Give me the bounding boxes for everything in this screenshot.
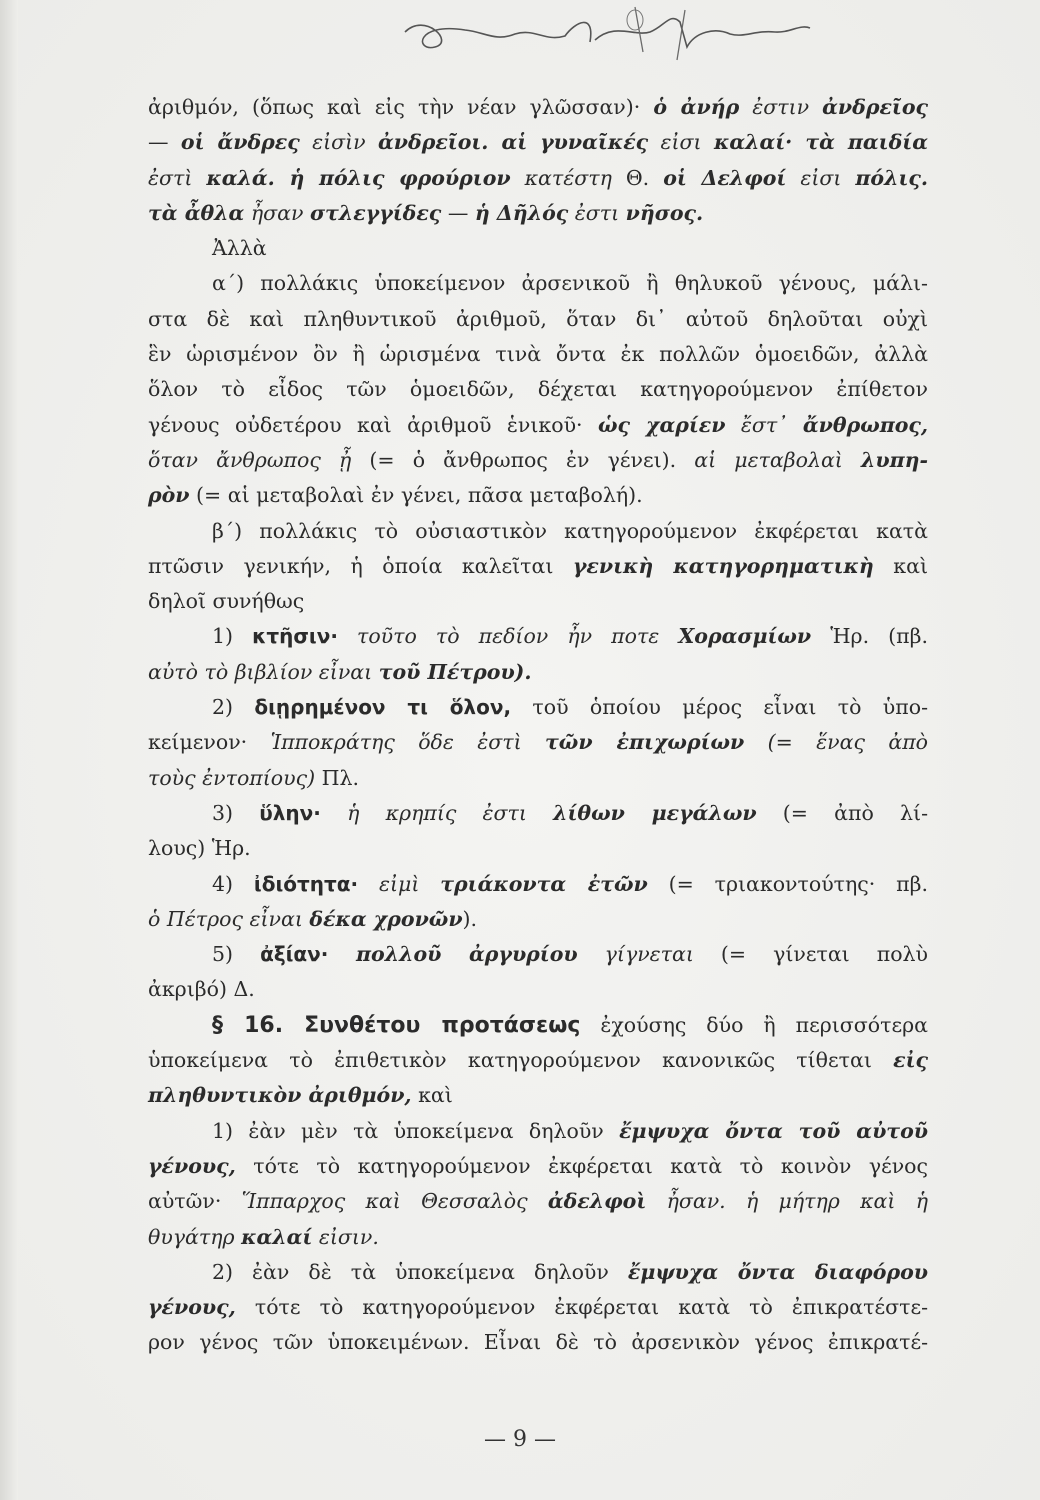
text-line (148, 1220, 928, 1255)
text-line (148, 1255, 928, 1290)
text-span: στλεγγίδες (309, 200, 442, 225)
text-span: γένους οὐδετέρου καὶ ἀριθμοῦ ἑνικοῦ· (148, 412, 598, 437)
text-span: γίγνεται (577, 942, 721, 967)
text-line (148, 867, 928, 902)
text-span: εἰσιν. (312, 1224, 379, 1249)
text-span: Ἱπποκράτης ὅδε ἐστὶ (270, 730, 546, 755)
text-span: τοῦ ὁποίου μέρος εἶναι τὸ ὑπο- (511, 695, 928, 720)
text-line (148, 902, 928, 937)
text-span: ἡ πόλις φρούριον (274, 165, 511, 190)
text-span: ὅλον τὸ εἶδος τῶν ὁμοειδῶν, δέχεται κατηγορούμενον ἐπίθετον (148, 377, 928, 402)
text-span: πολλοῦ ἀργυρίου (328, 942, 578, 967)
text-span: 1) (212, 624, 253, 649)
text-span: κατέστη (510, 165, 626, 190)
text-span: 1) ἐὰν μὲν τὰ ὑποκείμενα δηλοῦν (212, 1118, 620, 1143)
text-span: καὶ (873, 553, 928, 578)
text-line (148, 478, 928, 513)
text-span: κείμενον· (148, 730, 271, 755)
text-line (148, 372, 928, 407)
text-span: τοῦ Πέτρου). (378, 659, 532, 684)
text-span: γενικὴ κατηγορηματικὴ (572, 553, 874, 578)
text-span: 2) ἐὰν δὲ τὰ ὑποκείμενα δηλοῦν (212, 1259, 628, 1284)
text-span: αἱ γυναῖκές (488, 130, 649, 155)
text-span: 5) (212, 942, 261, 967)
text-span: τοὺς ἐντοπίους) (148, 765, 322, 790)
text-span: τοῦτο τὸ πεδίον ἦν ποτε (337, 624, 679, 649)
text-span: ρὸν (148, 483, 190, 508)
text-line (148, 408, 928, 443)
text-span: λυπη- (860, 447, 928, 472)
text-line (148, 725, 928, 760)
text-span: ἡ κρηπίς ἐστι (320, 800, 554, 825)
binding-edge (0, 0, 18, 1500)
text-span: θυγάτηρ (148, 1224, 242, 1249)
text-span: ὅταν ἄνθρωπος ᾖ (148, 447, 370, 472)
text-span: Ἡρ. (πβ. (811, 624, 928, 649)
text-span: ὡς χαρίεν (597, 412, 726, 437)
text-span: πτῶσιν γενικήν, ἡ ὁποία καλεῖται (148, 553, 573, 578)
text-line (148, 1078, 928, 1113)
body-text (148, 90, 928, 1361)
text-span: οἱ ἄνδρες (180, 130, 300, 155)
text-span: κτῆσιν· (252, 624, 338, 649)
text-span: λίθων μεγάλων (553, 800, 757, 825)
text-span: καλαί· (713, 130, 793, 155)
text-line (148, 161, 928, 196)
text-span: ). (462, 906, 478, 931)
text-span: καλά. (206, 165, 275, 190)
text-span: εἰσι (648, 130, 714, 155)
text-line (148, 1008, 928, 1043)
text-span: ἐστι (568, 200, 626, 225)
text-span: (= ὁ ἄνθρωπος ἐν γένει). (369, 447, 695, 472)
text-line (148, 831, 928, 866)
text-span: ἐστιν (739, 95, 823, 119)
text-line (148, 584, 928, 619)
handwritten-signature (395, 2, 815, 72)
text-span: (= γίνεται πολὺ (720, 942, 928, 967)
text-span: τότε τὸ κατηγορούμενον ἐκφέρεται κατὰ τὸ κοινὸν γένος (235, 1153, 928, 1178)
text-span: ἀκριβό) Δ. (148, 977, 255, 1002)
text-span: πόλις. (855, 165, 928, 190)
text-span: εἰσὶν (299, 130, 379, 155)
text-span: πληθυντικὸν ἀριθμόν, (148, 1083, 412, 1108)
text-span: τὰ ἆθλα (148, 200, 245, 225)
text-span: (= τριακοντούτης· πβ. (647, 871, 928, 896)
text-span: γένους, (148, 1295, 236, 1320)
text-span: Χορασμίων (678, 624, 812, 649)
text-span: ἀδελφοὶ (547, 1189, 647, 1214)
text-span: στα δὲ καὶ πληθυντικοῦ ἀριθμοῦ, ὅταν δι᾽ αὐτοῦ δηλοῦται οὐχὶ (148, 306, 928, 331)
text-line (148, 1325, 928, 1360)
text-span: ἀνδρεῖος (822, 95, 928, 119)
text-line (148, 972, 928, 1007)
text-span: ἀξίαν· (260, 942, 329, 967)
text-span: οἱ Δελφοί (663, 165, 787, 190)
text-span: ὕλην· (259, 800, 321, 825)
text-line (148, 337, 928, 372)
text-span: Πλ. (321, 765, 359, 790)
text-span: ἔστ᾽ (725, 412, 803, 437)
text-line (148, 231, 928, 266)
text-span: καλαί (241, 1224, 313, 1249)
text-span: αἱ μεταβολαὶ (694, 447, 861, 472)
text-span: εἰς (893, 1048, 928, 1073)
text-span: ρον γένος τῶν ὑποκειμένων. Εἶναι δὲ τὸ ἀρσενικὸν γένος ἐπικρατέ- (148, 1330, 928, 1355)
text-span: ἄνθρωπος, (802, 412, 928, 437)
text-span: τότε τὸ κατηγορούμενον ἐκφέρεται κατὰ τὸ ἐπικρατέστε- (235, 1295, 928, 1320)
text-line (148, 514, 928, 549)
text-line (148, 1114, 928, 1149)
text-span: λους) Ἡρ. (148, 836, 251, 861)
text-span: 3) (212, 800, 260, 825)
text-span: ἔμψυχα ὄντα διαφόρου (627, 1259, 928, 1284)
text-line (148, 761, 928, 796)
page-number: — 9 — (484, 1427, 556, 1452)
text-line (148, 655, 928, 690)
text-line (148, 443, 928, 478)
text-line (148, 619, 928, 654)
text-span: ἦσαν (244, 200, 310, 225)
text-line (148, 1043, 928, 1078)
text-span: ἡ Δῆλός (474, 200, 569, 225)
text-span: 2) (212, 695, 255, 720)
text-span: (= αἱ μεταβολαὶ ἐν γένει, πᾶσα μεταβολή). (189, 483, 643, 508)
text-span: ὑποκείμενα τὸ ἐπιθετικὸν κατηγορούμενον κανονικῶς τίθεται (148, 1048, 894, 1073)
text-line (148, 1184, 928, 1219)
text-line (148, 549, 928, 584)
text-span: εἰσι (786, 165, 856, 190)
text-span: ἦσαν. ἡ μήτηρ καὶ ἡ (646, 1189, 928, 1214)
text-line (148, 1290, 928, 1325)
text-span: ἐχούσης δύο ἢ περισσότερα (580, 1012, 928, 1037)
text-line (148, 90, 928, 125)
text-span: 4) (212, 871, 254, 896)
text-line (148, 690, 928, 725)
text-line (148, 1149, 928, 1184)
text-span: εἰμὶ (358, 871, 441, 896)
text-span: ὁ ἀνήρ (653, 95, 740, 119)
text-span: δέκα χρονῶν (309, 906, 463, 931)
text-span: — (441, 200, 475, 225)
text-line (148, 796, 928, 831)
text-span: ἐστὶ (148, 165, 207, 190)
text-span: γένους, (148, 1153, 236, 1178)
text-span: — (148, 130, 181, 155)
text-line (148, 302, 928, 337)
text-span: αὐτὸ τὸ βιβλίον εἶναι (148, 659, 379, 684)
text-span: ἀνδρεῖοι. (378, 130, 489, 155)
text-span: ἓν ὡρισμένον ὂν ἢ ὡρισμένα τινὰ ὄντα ἐκ πολλῶν ὁμοειδῶν, ἀλλὰ (148, 342, 928, 367)
text-span: α΄) πολλάκις ὑποκείμενον ἀρσενικοῦ ἢ θηλυκοῦ γένους, μάλι- (212, 271, 928, 296)
text-span: νῆσος. (625, 200, 704, 225)
text-span: ἰδιότητα· (253, 871, 359, 896)
text-span: δηλοῖ συνήθως (148, 589, 305, 614)
text-line (148, 266, 928, 301)
text-span: ἔμψυχα ὄντα τοῦ αὐτοῦ (619, 1118, 928, 1143)
text-span: (= ἀπὸ λί- (756, 800, 928, 825)
text-span: τριάκοντα ἐτῶν (440, 871, 648, 896)
text-span: ὁ Πέτρος εἶναι (148, 906, 310, 931)
text-span: αὐτῶν· (148, 1189, 242, 1214)
text-span: β΄) πολλάκις τὸ οὐσιαστικὸν κατηγορούμενον ἐκφέρεται κατὰ (212, 518, 928, 543)
text-line (148, 937, 928, 972)
text-span: § 16. Συνθέτου προτάσεως (212, 1012, 581, 1038)
text-line (148, 125, 928, 160)
text-span: (= ἕνας ἀπὸ (744, 730, 928, 755)
text-line (148, 196, 928, 231)
text-span: τὰ παιδία (792, 130, 928, 155)
text-span: ἀριθμόν, (ὅπως καὶ εἰς τὴν νέαν γλῶσσαν)· (148, 95, 654, 119)
text-span: τῶν ἐπιχωρίων (545, 730, 745, 755)
text-span: Ἵππαρχος καὶ Θεσσαλὸς (241, 1189, 548, 1214)
text-span: καὶ (411, 1083, 453, 1108)
text-span: Θ. (625, 165, 664, 190)
text-span: Ἀλλὰ (212, 236, 267, 261)
text-span: διῃρημένον τι ὅλον, (254, 695, 512, 720)
